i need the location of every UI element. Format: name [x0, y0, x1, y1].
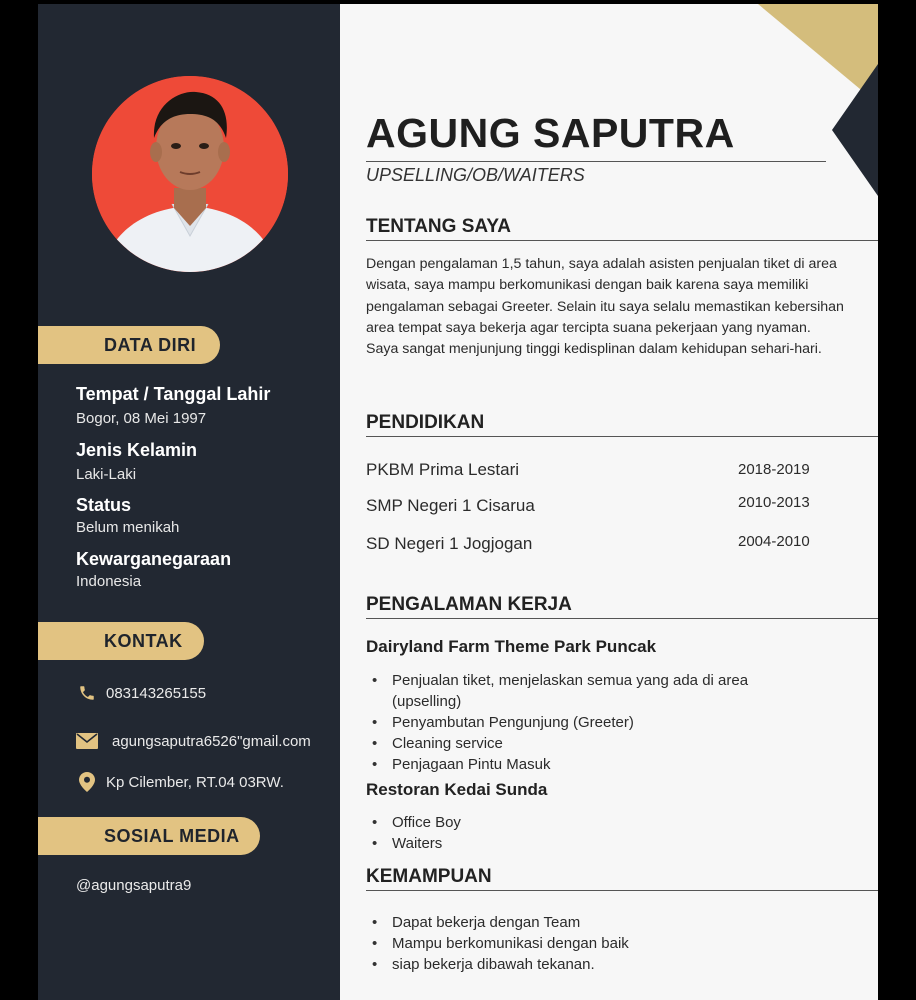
- skill-item: • siap bekerja dibawah tekanan.: [366, 954, 806, 975]
- contact-phone[interactable]: [76, 682, 206, 704]
- education-years: 2010-2013: [738, 494, 810, 511]
- section-heading-skills: KEMAMPUAN: [366, 866, 492, 887]
- job-task-list: [366, 670, 806, 775]
- skills-list: [366, 912, 806, 975]
- job-company: Dairyland Farm Theme Park Puncak: [366, 637, 657, 656]
- job-task: • Waiters: [366, 833, 806, 854]
- candidate-name: AGUNG SAPUTRA: [366, 110, 735, 156]
- social-handle[interactable]: @agungsaputra9: [76, 877, 192, 894]
- skill-item: • Dapat bekerja dengan Team: [366, 912, 806, 933]
- section-heading-about: TENTANG SAYA: [366, 216, 511, 237]
- job-task: • Penyambutan Pengunjung (Greeter): [366, 712, 806, 733]
- skill-item: • Mampu berkomunikasi dengan baik: [366, 933, 806, 954]
- contact-address[interactable]: [76, 771, 284, 793]
- field-value-gender: Laki-Laki: [76, 466, 137, 483]
- address-text: Kp Cilember, RT.04 03RW.: [106, 773, 284, 791]
- section-pill-kontak: [38, 622, 204, 660]
- section-divider-skills: [366, 890, 878, 891]
- education-years: 2018-2019: [738, 461, 810, 478]
- corner-decoration-dark: [832, 64, 878, 196]
- job-company: Restoran Kedai Sunda: [366, 780, 548, 799]
- field-value-birth: Bogor, 08 Mei 1997: [76, 410, 207, 427]
- section-heading-kontak: KONTAK: [104, 630, 183, 651]
- job-task: • Office Boy: [366, 812, 806, 833]
- field-label-birth: Tempat / Tanggal Lahir: [76, 384, 271, 404]
- section-heading-data-diri: DATA DIRI: [104, 334, 197, 355]
- field-value-nationality: Indonesia: [76, 573, 142, 590]
- candidate-title: UPSELLING/OB/WAITERS: [366, 165, 585, 185]
- field-label-nationality: Kewarganegaraan: [76, 549, 232, 569]
- sidebar: [38, 4, 340, 1000]
- profile-photo: [92, 76, 288, 272]
- section-divider-experience: [366, 618, 878, 619]
- location-pin-icon: [76, 771, 98, 793]
- job-task: • Penjagaan Pintu Masuk: [366, 754, 806, 775]
- field-label-gender: Jenis Kelamin: [76, 440, 198, 460]
- contact-email[interactable]: [76, 730, 311, 752]
- mail-icon: [76, 730, 98, 752]
- job-task: • Cleaning service: [366, 733, 806, 754]
- about-text: [366, 254, 856, 360]
- resume-page: [38, 4, 878, 1000]
- about-paragraph: Dengan pengalaman 1,5 tahun, saya adalah asisten penjualan tiket di area wisata, saya mampu berkomunikasi dengan baik karena saya memiliki pengalaman sebagai Greeter. Selain itu saya selalu memastikan kebersihan area tempat saya bekerja agar tercipta suana pekerjaan yang nyaman. Saya sangat menjunjung tinggi kedisplinan dalam kehidupan sehari-hari.: [366, 256, 844, 358]
- job-task: • Penjualan tiket, menjelaskan semua yang ada di area (upselling): [366, 670, 806, 712]
- name-divider: [366, 161, 826, 162]
- education-school: SD Negeri 1 Jogjogan: [366, 534, 533, 553]
- education-school: PKBM Prima Lestari: [366, 460, 520, 479]
- education-school: SMP Negeri 1 Cisarua: [366, 496, 535, 515]
- section-pill-data-diri: [38, 326, 220, 364]
- phone-icon: [76, 682, 98, 704]
- section-divider-about: [366, 240, 878, 241]
- email-address: agungsaputra6526"gmail.com: [112, 732, 311, 750]
- section-heading-social: SOSIAL MEDIA: [104, 825, 240, 846]
- field-label-status: Status: [76, 495, 132, 515]
- section-divider-education: [366, 436, 878, 437]
- education-years: 2004-2010: [738, 533, 810, 550]
- section-pill-social: [38, 817, 260, 855]
- field-value-status: Belum menikah: [76, 519, 180, 536]
- job-task-list: [366, 812, 806, 854]
- phone-number: 083143265155: [106, 684, 207, 702]
- section-heading-education: PENDIDIKAN: [366, 412, 485, 433]
- main-content: [340, 4, 878, 1000]
- section-heading-experience: PENGALAMAN KERJA: [366, 594, 572, 615]
